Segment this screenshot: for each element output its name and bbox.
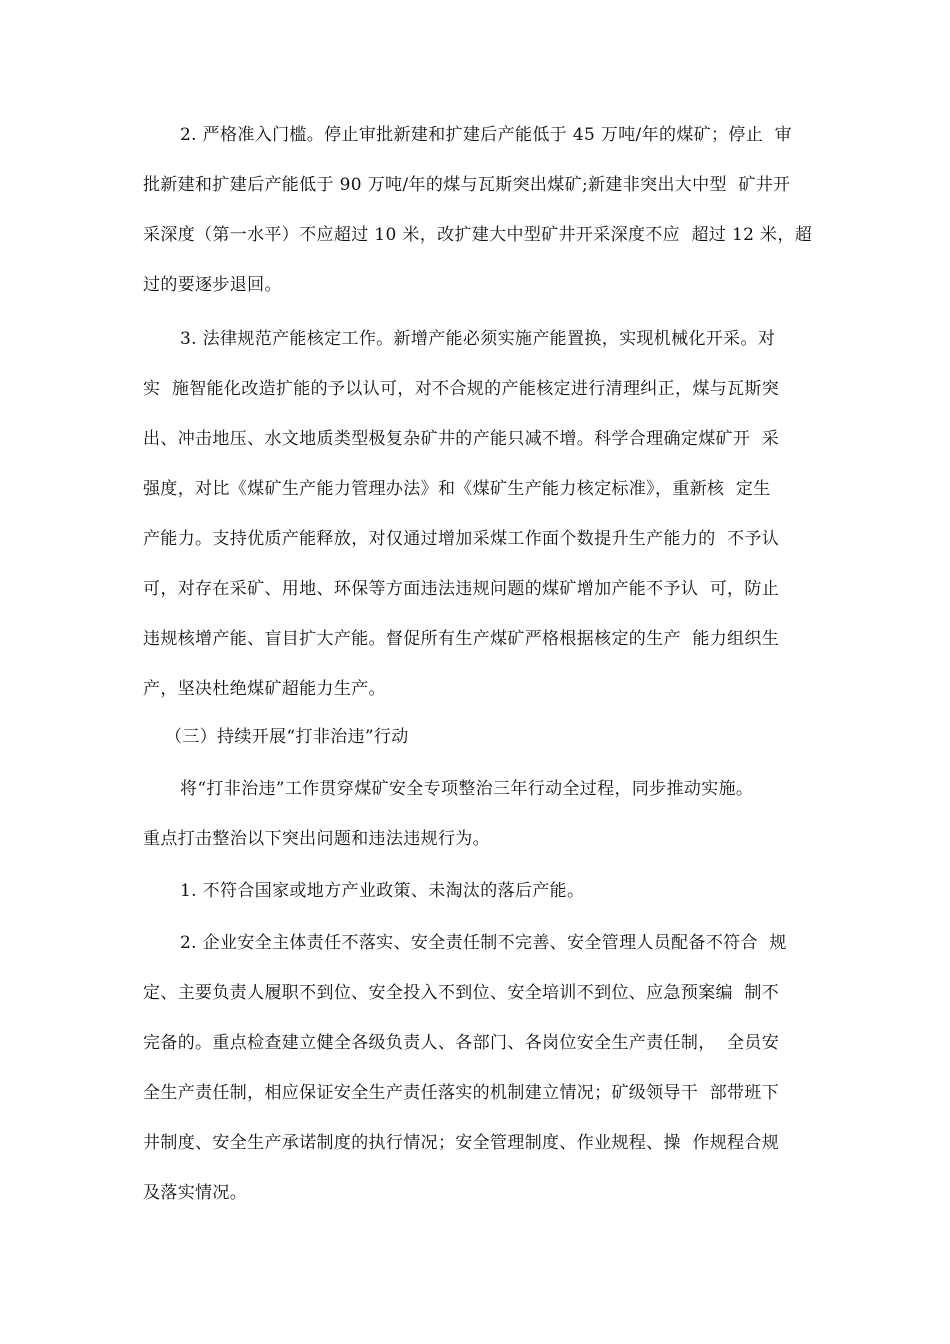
text-line: 全生产责任制，相应保证安全生产责任落实的机制建立情况；矿级领导干 部带班下 [143,1083,780,1103]
text-line: 过的要逐步退回。 [143,275,282,295]
text-line: 产能力。支持优质产能释放，对仅通过增加采煤工作面个数提升生产能力的 不予认 [143,529,780,549]
text-line: 2. 严格准入门槛。停止审批新建和扩建后产能低于 45 万吨/年的煤矿；停止 审 [180,125,792,145]
text-line: 定、主要负责人履职不到位、安全投入不到位、安全培训不到位、应急预案编 制不 [143,983,780,1003]
text-line: 及落实情况。 [143,1183,248,1203]
text-line: 实 施智能化改造扩能的予以认可，对不合规的产能核定进行清理纠正，煤与瓦斯突 [143,379,780,399]
text-line: 出、冲击地压、水文地质类型极复杂矿井的产能只减不增。科学合理确定煤矿开 采 [143,429,780,449]
text-line: 完备的。重点检查建立健全各级负责人、各部门、各岗位安全生产责任制， 全员安 [143,1033,780,1053]
text-line: 违规核增产能、盲目扩大产能。督促所有生产煤矿严格根据核定的生产 能力组织生 [143,629,780,649]
text-line: 可，对存在采矿、用地、环保等方面违法违规问题的煤矿增加产能不予认 可，防止 [143,579,780,599]
text-line: 1. 不符合国家或地方产业政策、未淘汰的落后产能。 [180,881,585,901]
text-line: 重点打击整治以下突出问题和违法违规行为。 [143,829,490,849]
text-line: 采深度（第一水平）不应超过 10 米，改扩建大中型矿井开采深度不应 超过 12 米，超 [143,225,813,245]
text-line: 2. 企业安全主体责任不落实、安全责任制不完善、安全管理人员配备不符合 规 [180,933,787,953]
text-line: 强度，对比《煤矿生产能力管理办法》和《煤矿生产能力核定标准》，重新核 定生 [143,479,771,499]
text-line: 产，坚决杜绝煤矿超能力生产。 [143,679,386,699]
text-line: 将“打非治违”工作贯穿煤矿安全专项整治三年行动全过程，同步推动实施。 [180,779,754,799]
section-heading: （三）持续开展“打非治违”行动 [165,727,409,747]
text-line: 3. 法律规范产能核定工作。新增产能必须实施产能置换，实现机械化开采。对 [180,329,776,349]
text-line: 批新建和扩建后产能低于 90 万吨/年的煤与瓦斯突出煤矿;新建非突出大中型 矿井开 [143,175,791,195]
text-line: 井制度、安全生产承诺制度的执行情况；安全管理制度、作业规程、操 作规程合规 [143,1133,780,1153]
